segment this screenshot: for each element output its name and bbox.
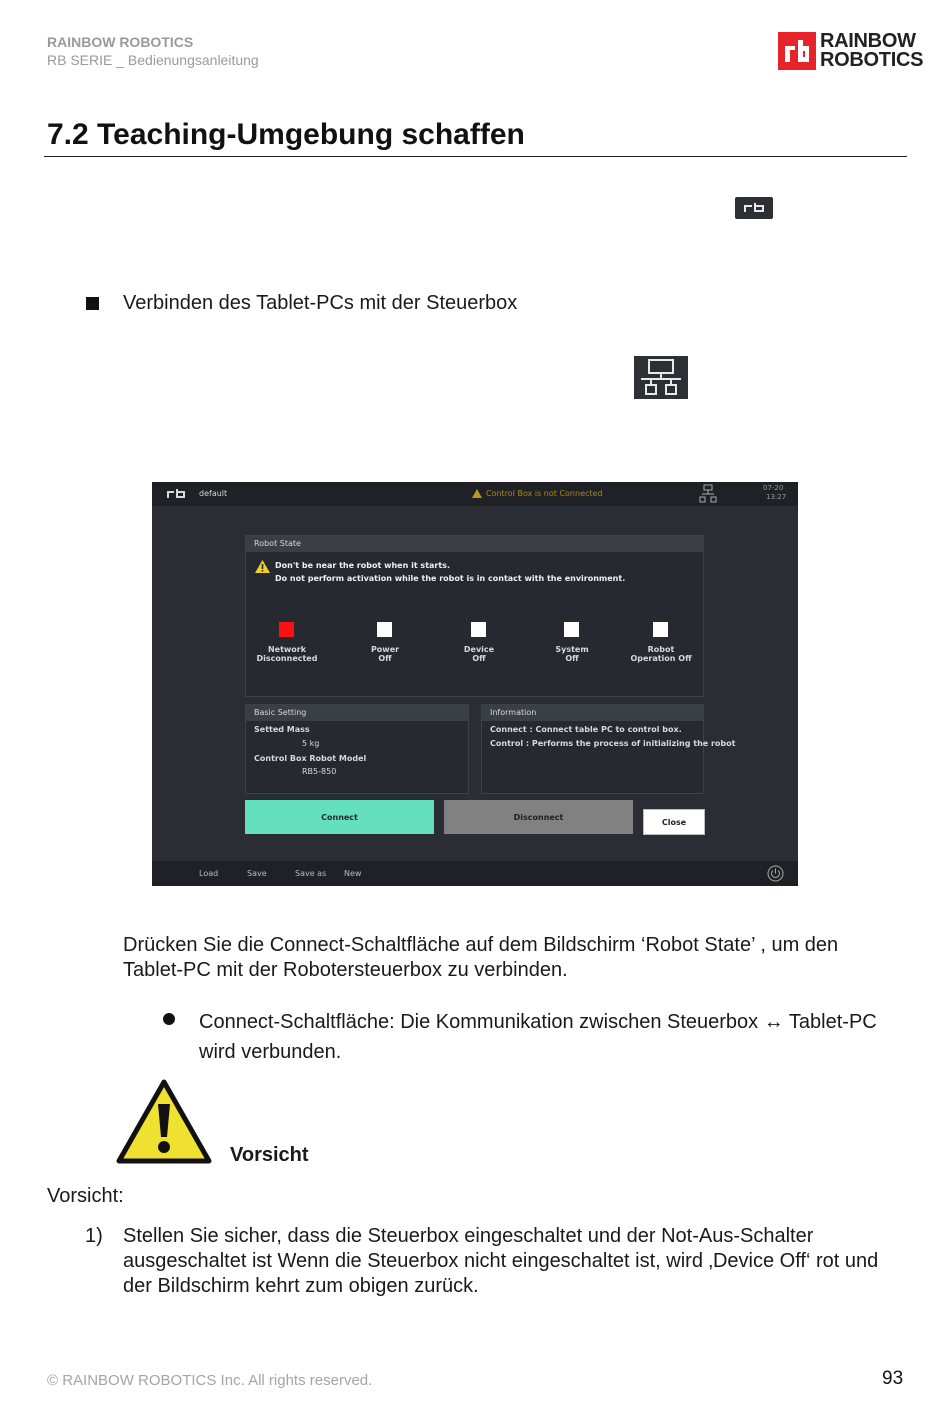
menu-load[interactable]: Load [199, 869, 219, 878]
screen-bottom-bar [152, 861, 798, 886]
basic-setting-title: Basic Setting [254, 708, 307, 717]
network-status-indicator [279, 622, 294, 637]
robot-operation-status-indicator [653, 622, 668, 637]
connect-button[interactable]: Connect [245, 800, 434, 834]
robot-state-panel [245, 535, 704, 697]
power-status-indicator [377, 622, 392, 637]
model-value: RB5-850 [302, 767, 337, 776]
information-panel [481, 704, 736, 794]
state-label-line1: Device [463, 645, 495, 654]
disconnect-button[interactable]: Disconnect [444, 800, 633, 834]
info-line-1: Connect : Connect table PC to control box. [490, 725, 682, 734]
state-label-line1: Network [267, 645, 307, 654]
state-label-line1: Power [370, 645, 400, 654]
state-label-line2: Disconnected [256, 654, 318, 663]
power-icon[interactable] [767, 865, 784, 882]
connection-warning: Control Box is not Connected [486, 489, 603, 498]
state-label-line1: System [555, 645, 589, 654]
state-label-line2: Off [565, 654, 579, 663]
screen-top-bar [152, 482, 798, 506]
menu-save-as[interactable]: Save as [295, 869, 327, 878]
information-title: Information [490, 708, 537, 717]
header-subtitle: RB SERIE _ Bedienungsanleitung [47, 52, 259, 68]
bullet-heading: Verbinden des Tablet-PCs mit der Steuerbox [123, 292, 518, 314]
warning-line-2: Do not perform activation while the robot is in contact with the environment. [275, 574, 626, 583]
title-rule [44, 156, 907, 157]
brand-logo [778, 31, 923, 71]
state-label-line1: Robot [647, 645, 675, 654]
info-line-2: Control : Performs the process of initializing the robot [490, 739, 736, 748]
copyright-footer: © RAINBOW ROBOTICS Inc. All rights reserved. [47, 1372, 373, 1389]
state-label-line2: Operation Off [630, 654, 692, 663]
caution-heading: Vorsicht [230, 1144, 309, 1166]
logo-line1: RAINBOW [820, 30, 916, 52]
device-status-indicator [471, 622, 486, 637]
warning-icon [472, 489, 482, 498]
model-label: Control Box Robot Model [254, 754, 367, 763]
screen-date: 07-20 [763, 484, 784, 492]
screen-time: 13:27 [766, 493, 787, 501]
caution-warning-icon [116, 1079, 212, 1165]
robot-state-screenshot [152, 482, 798, 886]
basic-setting-panel [245, 704, 469, 794]
square-bullet-icon [86, 297, 99, 310]
system-status-indicator [564, 622, 579, 637]
network-icon[interactable] [699, 484, 717, 504]
rb-logo-icon [166, 489, 186, 499]
close-button[interactable]: Close [643, 809, 705, 835]
connect-button-description: Connect-Schaltfläche: Die Kommunikation zwischen Steuerbox ↔ Tablet-PC wird verbunden. [199, 1011, 877, 1063]
logo-line2: ROBOTICS [820, 49, 924, 71]
warning-icon [255, 560, 270, 573]
header-company: RAINBOW ROBOTICS [47, 34, 194, 50]
menu-save[interactable]: Save [247, 869, 267, 878]
menu-new[interactable]: New [344, 869, 362, 878]
robot-state-title: Robot State [254, 539, 301, 548]
state-label-line2: Off [472, 654, 486, 663]
rb-button-icon [735, 197, 773, 219]
setted-mass-value: 5 kg [302, 739, 320, 748]
instruction-paragraph: Drücken Sie die Connect-Schaltfläche auf dem Bildschirm ‘Robot State’ , um den Tablet-PC mit der Robotersteuerbox zu verbinden. [123, 934, 839, 981]
warning-line-1: Don't be near the robot when it starts. [275, 561, 450, 570]
list-number: 1) [85, 1225, 103, 1247]
caution-item-text: Stellen Sie sicher, dass die Steuerbox eingeschaltet und der Not-Aus-Schalter ausgeschaltet ist Wenn die Steuerbox nicht eingeschaltet ist, wird ‚Device Off‘ rot und der Bildschirm kehrt zum obigen zurück. [123, 1225, 879, 1297]
rb-logo-icon [778, 32, 816, 70]
setted-mass-label: Setted Mass [254, 725, 310, 734]
section-title: 7.2 Teaching-Umgebung schaffen [47, 118, 525, 151]
caution-label: Vorsicht: [47, 1185, 124, 1207]
network-icon [634, 356, 688, 399]
page-number: 93 [882, 1368, 904, 1389]
round-bullet-icon [163, 1013, 175, 1025]
state-label-line2: Off [378, 654, 392, 663]
project-name: default [199, 489, 228, 498]
